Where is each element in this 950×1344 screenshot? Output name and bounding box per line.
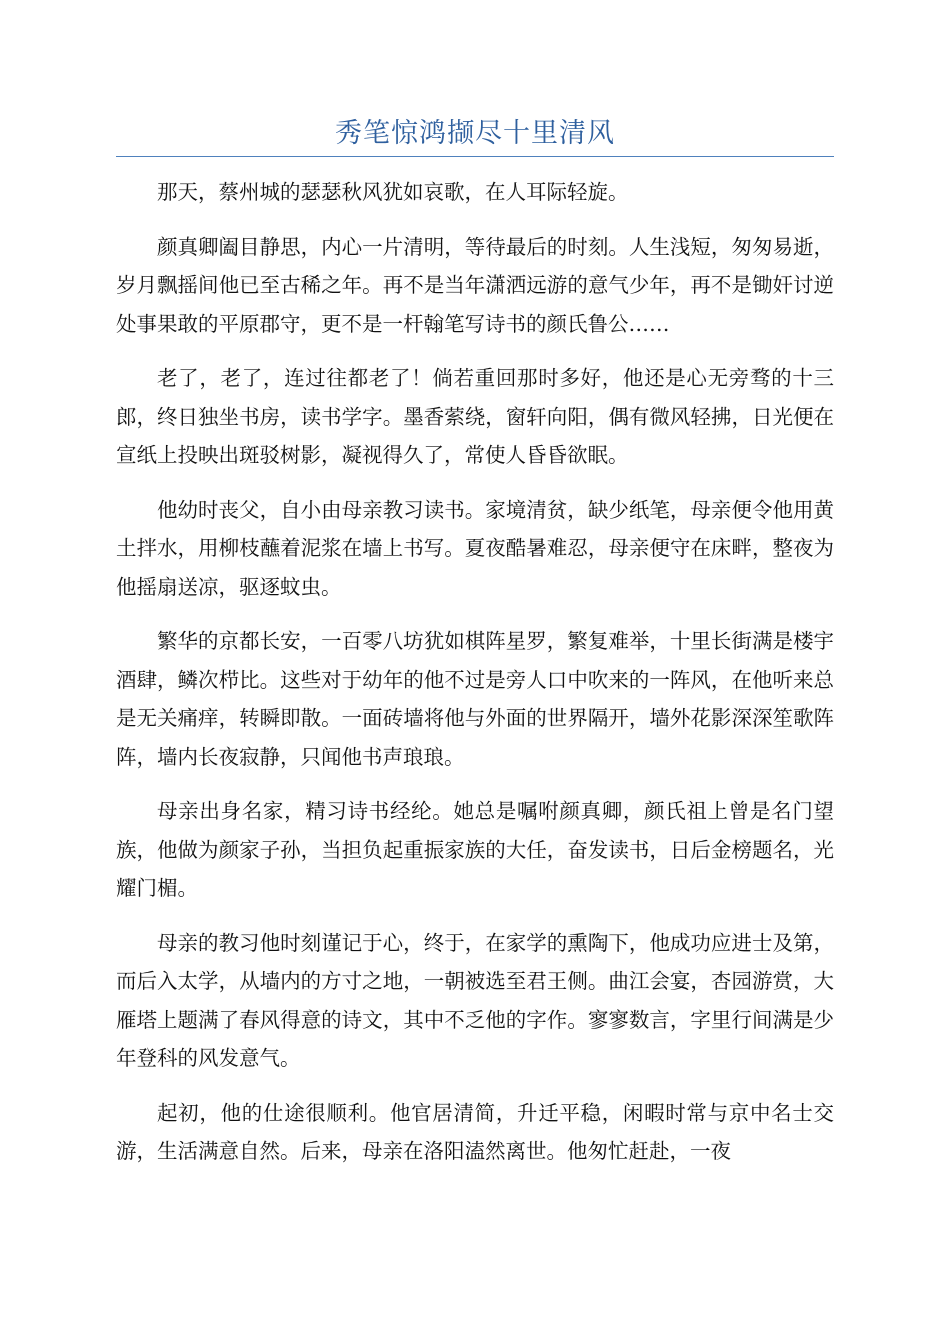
paragraph: 母亲出身名家，精习诗书经纶。她总是嘱咐颜真卿，颜氏祖上曾是名门望族，他做为颜家子孙，当担负起重振家族的大任，奋发读书，日后金榜题名，光耀门楣。 bbox=[116, 799, 834, 900]
paragraph: 繁华的京都长安，一百零八坊犹如棋阵星罗，繁复难举，十里长街满是楼宇酒肆，鳞次栉比。这些对于幼年的他不过是旁人口中吹来的一阵风，在他听来总是无关痛痒，转瞬即散。一面砖墙将他与外面的世界隔开，墙外花影深深笙歌阵阵，墙内长夜寂静，只闻他书声琅琅。 bbox=[116, 629, 834, 769]
title-block bbox=[116, 112, 834, 157]
document-title: 秀笔惊鸿撷尽十里清风 bbox=[335, 118, 615, 149]
paragraph: 起初，他的仕途很顺利。他官居清简，升迁平稳，闲暇时常与京中名士交游，生活满意自然。后来，母亲在洛阳溘然离世。他匆忙赶赴，一夜 bbox=[116, 1100, 834, 1163]
paragraph: 他幼时丧父，自小由母亲教习读书。家境清贫，缺少纸笔，母亲便令他用黄土拌水，用柳枝蘸着泥浆在墙上书写。夏夜酷暑难忍，母亲便守在床畔，整夜为他摇扇送凉，驱逐蚊虫。 bbox=[116, 497, 834, 599]
paragraph: 老了，老了，连过往都老了！倘若重回那时多好，他还是心无旁骛的十三郎，终日独坐书房，读书学字。墨香萦绕，窗轩向阳，偶有微风轻拂，日光便在宣纸上投映出斑驳树影，凝视得久了，常使人昏昏欲眠。 bbox=[116, 366, 834, 467]
document-body bbox=[116, 173, 834, 1187]
paragraph: 母亲的教习他时刻谨记于心，终于，在家学的熏陶下，他成功应进士及第，而后入太学，从墙内的方寸之地，一朝被选至君王侧。曲江会宴，杏园游赏，大雁塔上题满了春风得意的诗文，其中不乏他的字作。寥寥数言，字里行间满是少年登科的风发意气。 bbox=[116, 930, 834, 1070]
paragraph: 那天，蔡州城的瑟瑟秋风犹如哀歌，在人耳际轻旋。 bbox=[157, 180, 629, 204]
paragraph: 颜真卿阖目静思，内心一片清明，等待最后的时刻。人生浅短，匆匆易逝，岁月飘摇间他已至古稀之年。再不是当年潇洒远游的意气少年，再不是锄奸讨逆处事果敢的平原郡守，更不是一杆翰笔写诗书的颜氏鲁公…… bbox=[116, 234, 834, 336]
